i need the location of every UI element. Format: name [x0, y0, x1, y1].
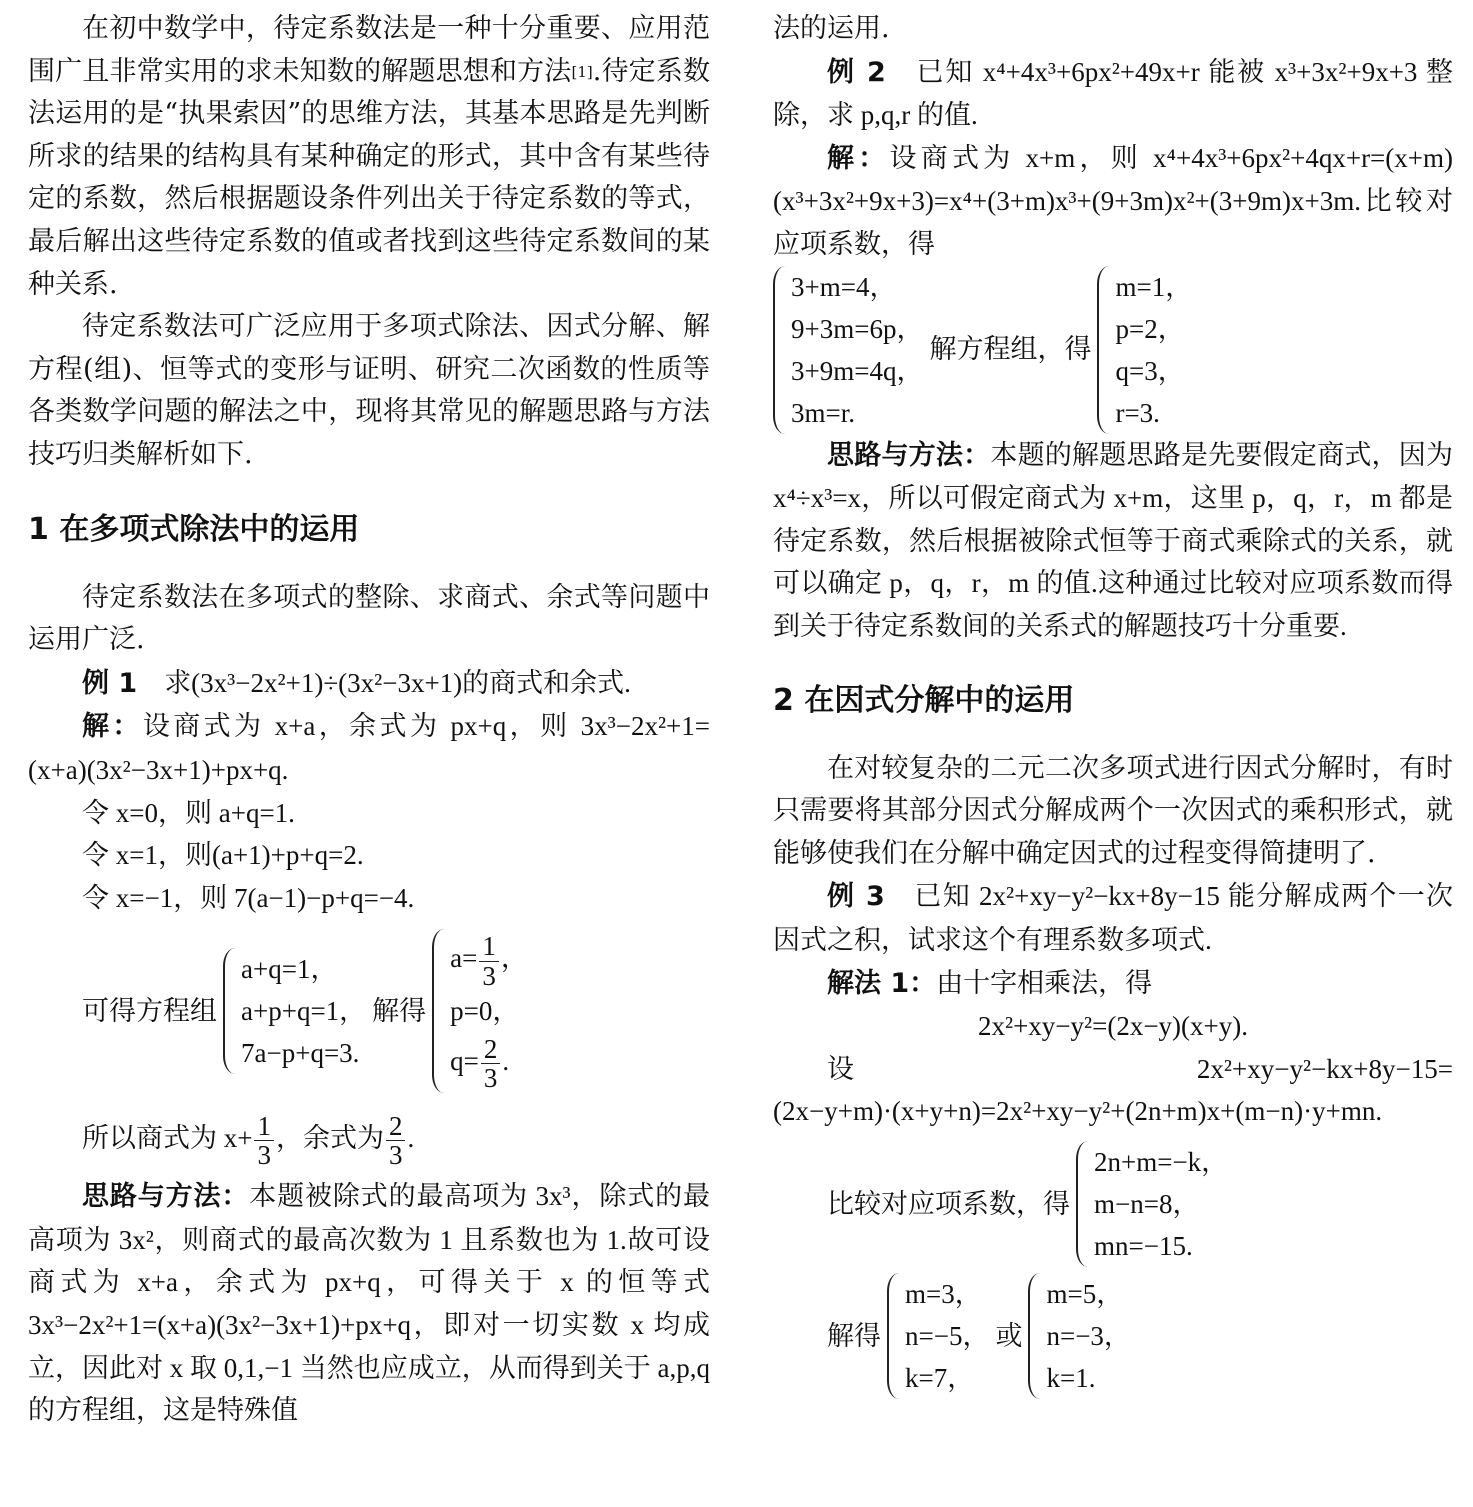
example-2-text: 已知 x⁴+4x³+6px²+49x+r 能被 x³+3x²+9x+3 整除，求 p,q,r 的值. [773, 56, 1453, 131]
brace-icon [223, 948, 237, 1074]
solution-3-setup: 设 2x²+xy−y²−kx+8y−15=(2x−y+m)·(x+y+n)=2x²+xy−y²+(2n+m)x+(m−n)·y+mn. [773, 1053, 1453, 1127]
system-2-eq-2: 9+3m=6p， [791, 313, 924, 344]
solution-system-1 [432, 929, 528, 1092]
example-2-label: 例 2 [827, 56, 886, 88]
system-1-eq-3: 7a−p+q=3. [241, 1037, 360, 1068]
example-1 [28, 662, 710, 706]
solution-a: a= $\frac{1}{3}$ ， [450, 931, 528, 991]
section-2-title: 2 在因式分解中的运用 [773, 682, 1075, 718]
system-4-row [773, 1273, 1453, 1399]
solution-3-equation: 2x²+xy−y²=(2x−y)(x+y). [977, 1011, 1249, 1042]
continuation-text: 法的运用. [773, 13, 890, 44]
example-1-label: 例 1 [82, 667, 138, 699]
solution-2 [773, 137, 1453, 266]
system-3-intro: 比较对应项系数，得 [827, 1188, 1070, 1219]
example-1-text: 求(3x³−2x²+1)÷(3x²−3x+1)的商式和余式. [164, 667, 631, 698]
solution-2-q: q=3， [1115, 355, 1185, 386]
system-2-solve-label: 解方程组，得 [929, 334, 1092, 365]
equation-system-2 [773, 266, 923, 434]
method-1-text: 本题被除式的最高项为 3x³，除式的最高项为 3x²，则商式的最高次数为 1 且系数也为 1.故可设商式为 x+a，余式为 px+q，可得关于 x 的恒等式 3x³−2x²+1=(x+a)(3x²−3x+1)+px+q，即对一切实数 x 均成立，因此对 x 取 0,1,−1 当然也应成立，从而得到关于 a,p,q 的方程组，这是特殊值 [28, 1181, 710, 1426]
brace-icon [1028, 1273, 1042, 1399]
solution-4a-k: k=7， [905, 1362, 975, 1393]
system-1-solve-label: 解得 [372, 995, 427, 1026]
intro-paragraph-1 [28, 8, 710, 306]
method-2-text: 本题的解题思路是先要假定商式，因为 x⁴÷x³=x，所以可假定商式为 x+m，这里 p，q，r，m 都是待定系数，然后根据被除式恒等于商式乘除式的关系，就可以确定 p，q，r，m 的值.这种通过比较对应项系数而得到关于待定系数间的关系式的解题技巧十分重要. [773, 439, 1454, 641]
system-1-eq-1: a+q=1， [241, 953, 338, 984]
solution-1-step-2: 令 x=1，则(a+1)+p+q=2. [82, 840, 364, 871]
solution-4a-n: n=−5， [905, 1320, 990, 1351]
solution-2-p: p=2， [1115, 313, 1185, 344]
solution-1 [28, 705, 710, 791]
solution-4b-k: k=1. [1046, 1362, 1096, 1393]
system-2-eq-4: 3m=r. [791, 397, 855, 428]
solution-4b-m: m=5， [1046, 1278, 1124, 1309]
left-column [28, 8, 710, 1432]
intro-text: 在初中数学中，待定系数法是一种十分重要、应用范围广且非常实用的求未知数的解题思想和方法 [28, 13, 710, 87]
method-2-label: 思路与方法： [827, 439, 991, 471]
system-4-or: 或 [995, 1320, 1023, 1351]
example-2 [773, 51, 1453, 137]
solution-q: q= $\frac{2}{3}$ . [450, 1033, 510, 1094]
system-4-intro: 解得 [827, 1320, 881, 1351]
solution-p: p=0， [450, 995, 520, 1026]
example-3-label: 例 3 [827, 881, 885, 913]
solution-1-label: 解： [82, 711, 143, 743]
brace-icon [887, 1273, 901, 1399]
system-1-intro: 可得方程组 [82, 995, 217, 1026]
solution-2-r: r=3. [1115, 397, 1160, 428]
brace-icon [1097, 266, 1111, 434]
intro-paragraph-2: 待定系数法可广泛应用于多项式除法、因式分解、解方程(组)、恒等式的变形与证明、研究二次函数的性质等各类数学问题的解法之中，现将其常见的解题思路与方法技巧归类解析如下. [28, 311, 710, 470]
solution-1-step-1: 令 x=0，则 a+q=1. [82, 797, 295, 828]
conclusion-1: 所以商式为 x+ $\frac{1}{3}$ ，余式为 $\frac{2}{3}$ . [82, 1110, 415, 1170]
system-3-eq-2: m−n=8， [1094, 1188, 1200, 1219]
section-1-title: 1 在多项式除法中的运用 [28, 511, 360, 547]
solution-2-m: m=1， [1115, 271, 1193, 302]
solution-4a-m: m=3， [905, 1278, 982, 1309]
solution-2-text: 设商式为 x+m，则 x⁴+4x³+6px²+4qx+r=(x+m)(x³+3x²+9x+3)=x⁴+(3+m)x³+(9+3m)x²+(3+9m)x+3m.比较对应项系数，得 [773, 142, 1453, 259]
brace-icon [1076, 1141, 1090, 1267]
solution-1-text: 设商式为 x+a，余式为 px+q，则 3x³−2x²+1=(x+a)(3x²−3x+1)+px+q. [28, 711, 711, 785]
solution-3-label: 解法 1： [827, 967, 937, 999]
example-3 [773, 875, 1453, 961]
system-3-eq-1: 2n+m=−k， [1094, 1146, 1229, 1177]
section-1-paragraph: 待定系数法在多项式的整除、求商式、余式等问题中运用广泛. [28, 581, 710, 656]
solution-2-label: 解： [827, 142, 890, 174]
method-1 [28, 1175, 710, 1432]
system-3-eq-3: mn=−15. [1094, 1230, 1193, 1261]
method-2 [773, 434, 1453, 648]
equation-system-1 [223, 948, 366, 1074]
solution-3-text: 由十字相乘法，得 [936, 967, 1153, 998]
system-2-eq-3: 3+9m=4q， [791, 355, 924, 386]
brace-icon [432, 929, 446, 1092]
solution-system-4b [1028, 1273, 1130, 1399]
right-column [773, 8, 1453, 1399]
system-2-eq-1: 3+m=4， [791, 271, 897, 302]
method-1-label: 思路与方法： [82, 1181, 250, 1213]
brace-icon [773, 266, 787, 434]
system-1-eq-2: a+p+q=1， [241, 995, 367, 1026]
example-3-text: 已知 2x²+xy−y²−kx+8y−15 能分解成两个一次因式之积，试求这个有理系数多项式. [773, 881, 1454, 955]
intro-text-cont: .待定系数法运用的是“执果索因”的思维方法，其基本思路是先判断所求的结果的结构具有某种确定的形式，其中含有某些待定的系数，然后根据题设条件列出关于待定系数的等式，最后解出这些待定系数的值或者找到这些待定系数间的某种关系. [28, 55, 710, 300]
solution-3 [773, 962, 1453, 1006]
solution-1-step-3: 令 x=−1，则 7(a−1)−p+q=−4. [82, 882, 415, 913]
solution-system-2 [1097, 266, 1192, 434]
system-1-row [28, 929, 710, 1092]
system-3-row [773, 1141, 1453, 1267]
equation-system-3 [1076, 1141, 1228, 1267]
solution-system-4a [887, 1273, 989, 1399]
system-2-row [773, 266, 1453, 434]
section-2-paragraph: 在对较复杂的二元二次多项式进行因式分解时，有时只需要将其部分因式分解成两个一次因式的乘积形式，就能够使我们在分解中确定因式的过程变得简捷明了. [773, 752, 1453, 869]
citation-ref: [1] [571, 62, 593, 81]
solution-4b-n: n=−3， [1046, 1320, 1131, 1351]
